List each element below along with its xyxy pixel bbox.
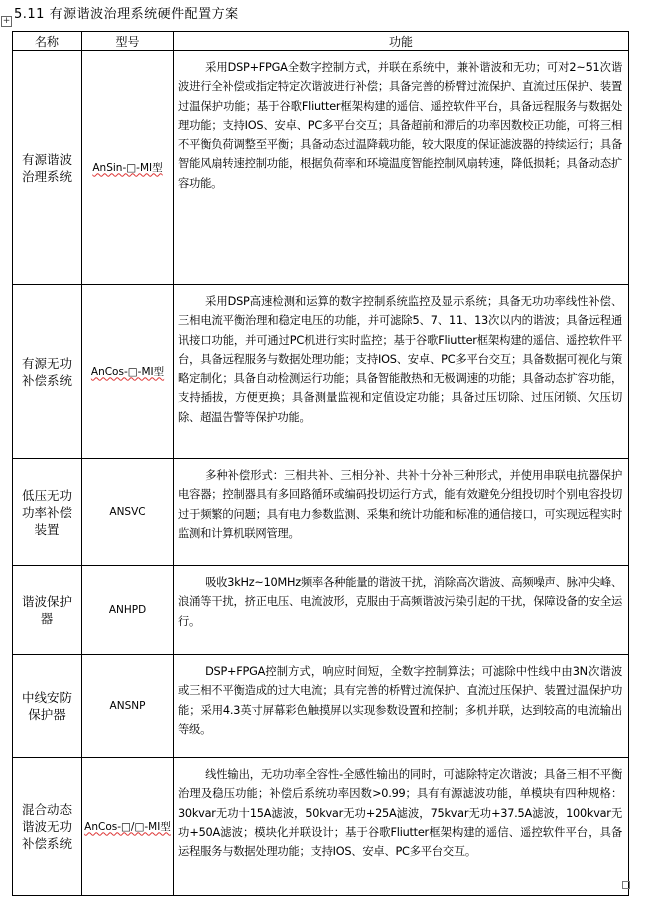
row-function: DSP+FPGA控制方式，响应时间短，全数字控制算法；可滤除中性线中由3N次谐波或三相不平衡造成的过大电流；具有完善的桥臂过流保护、直流过压保护、装置过温保护功能；采用4.3英寸屏幕彩色触摸屏以实现参数设置和控制；多机并联，达到较高的电流输出等级。 — [174, 655, 629, 758]
row-name: 混合动态谐波无功补偿系统 — [13, 758, 82, 896]
table-resize-handle-icon[interactable] — [622, 881, 630, 889]
row-name: 谐波保护器 — [13, 566, 82, 655]
row-name: 有源无功补偿系统 — [13, 285, 82, 459]
table-move-handle-icon[interactable]: + — [2, 16, 11, 26]
table-header-row — [13, 32, 629, 51]
row-model — [82, 285, 174, 459]
row-name: 低压无功功率补偿装置 — [13, 459, 82, 566]
table-row — [13, 51, 629, 285]
row-function: 线性输出，无功功率全容性-全感性输出的同时，可滤除特定次谐波；具备三相不平衡治理及稳压功能；补偿后系统功率因数>0.99；具有有源滤波功能，单模块有四种规格：30kvar无功十15A滤波，50kvar无功+25A滤波，75kvar无功+37.5A滤波，100kvar无功+50A滤波；模块化并联设计；基于谷歌Fliutter框架构建的遥信、遥控软件平台，具备运程服务与数据处理功能；支持IOS、安卓、PC多平台交互。 — [174, 758, 629, 896]
model-text: AnSin-□-MI型 — [92, 161, 163, 174]
table-row — [13, 459, 629, 566]
table-row — [13, 758, 629, 896]
row-name: 中线安防保护器 — [13, 655, 82, 758]
header-function: 功能 — [174, 32, 629, 51]
row-function: 采用DSP+FPGA全数字控制方式，并联在系统中，兼补谐波和无功；可对2~51次谐波进行全补偿或指定特定次谐波进行补偿；具备完善的桥臂过流保护、直流过压保护、装置过温保护功能；基于谷歌Fliutter框架构建的遥信、遥控软件平台，具备远程服务与数据处理功能；支持IOS、安卓、PC多平台交互；具备超前和滞后的功率因数校正功能，可将三相不平衡负荷调整至平衡；具备动态过温降载功能，较大限度的保证滤波器的持续运行；具备智能风扇转速控制功能，根据负荷率和环境温度智能控制风扇转速，降低损耗；具备动态扩容功能。 — [174, 51, 629, 285]
table-row — [13, 285, 629, 459]
model-text: AnCos-□-MI型 — [90, 365, 165, 378]
row-function: 多种补偿形式：三相共补、三相分补、共补十分补三种形式，并使用串联电抗器保护电容器；控制器具有多回路循环或编码投切运行方式，能有效避免分组投切时个别电容投切过于频繁的问题；具有电力参数监测、采集和统计功能和标准的通信接口，可实现远程实时监测和计算机联网管理。 — [174, 459, 629, 566]
row-model: ANSVC — [82, 459, 174, 566]
table-row — [13, 655, 629, 758]
row-model — [82, 758, 174, 896]
row-function: 吸收3kHz~10MHz频率各种能量的谐波干扰，消除高次谐波、高频噪声、脉冲尖峰、浪涌等干扰，挤正电压、电流波形，克服由于高频谐波污染引起的干扰，保障设备的安全运行。 — [174, 566, 629, 655]
header-name: 名称 — [13, 32, 82, 51]
row-model: ANSNP — [82, 655, 174, 758]
row-model: ANHPD — [82, 566, 174, 655]
section-title: 5.11 有源谐波治理系统硬件配置方案 — [14, 7, 239, 22]
row-model — [82, 51, 174, 285]
table-row — [13, 566, 629, 655]
row-name: 有源谐波治理系统 — [13, 51, 82, 285]
header-model: 型号 — [82, 32, 174, 51]
hardware-config-table — [12, 31, 629, 896]
model-text: AnCos-□/□-MI型 — [84, 820, 171, 833]
row-function: 采用DSP高速检测和运算的数字控制系统监控及显示系统；具备无功功率线性补偿、三相电流平衡治理和稳定电压的功能，并可滤除5、7、11、13次以内的谐波；具备远程通讯接口功能，并可通过PC机进行实时监控；基于谷歌Fliutter框架构建的遥信、遥控软件平台，具备远程服务与数据处理功能；支持IOS、安卓、PC多平台交互；具备数据可视化与策略定制化；具备自动检测运行功能；具备智能散热和无极调速的功能；具备动态扩容功能，支持插拔，方便更换；具备测量监视和定值设定功能；具备过压切除、过压闭锁、欠压切除、超温告警等保护功能。 — [174, 285, 629, 459]
